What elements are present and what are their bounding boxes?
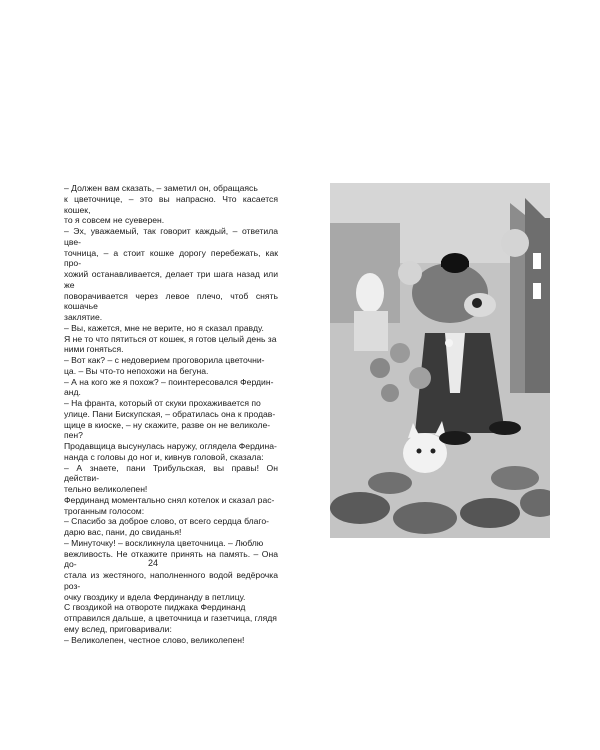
paragraph-9: Фердинанд моментально снял котелок и сказал рас- троганным голосом: [64,494,275,516]
paragraph-13: – Великолепен, честное слово, великолепен! [64,634,245,645]
paragraph-12: С гвоздикой на отвороте пиджака Фердинанд отправился дальше, а цветочница и газетчица, глядя ему вслед, приговаривали: [64,602,277,634]
paragraph-4: – Вот как? – с недоверием проговорила цветочни- ца. – Вы что-то непохожи на бегуна. [64,355,265,376]
illustration [330,183,550,538]
page-number: 24 [148,558,159,568]
paragraph-7: Продавщица высунулась наружу, оглядела Фердина- нанда с головы до ног и, кивнув головой, сказала: [64,441,277,462]
illustration-drawing [330,183,550,538]
text-column [64,183,278,645]
paragraph-6: – На франта, который от скуки прохаживается по улице. Пани Бискупская, – обратилась она к продав- щице в киоске, – ну скажите, разве он не великоле- пен? [64,398,276,441]
paragraph-5: – А на кого же я похож? – поинтересовался Фердин- анд. [64,376,274,398]
paragraph-1: – Должен вам сказать, – заметил он, обращаясь к цветочнице, – это вы напрасно. Что касается кошек, то я совсем не суеверен. [64,183,278,226]
paragraph-2: – Эх, уважаемый, так говорит каждый, – ответила цве- точница, – а стоит кошке дорогу перебежать, как про- хожий останавливается, делает три шага назад или же поворачивается через левое плечо, чтоб снять кошачье заклятие. [64,226,278,322]
paragraph-3: – Вы, кажется, мне не верите, но я сказал правду. Я не то что пятиться от кошек, я готов целый день за ними гоняться. [64,322,277,355]
paragraph-10: – Спасибо за доброе слово, от всего сердца благо- дарю вас, пани, до свиданья! [64,516,270,537]
paragraph-11: – Минуточку! – воскликнула цветочница. – Люблю вежливость. Не откажите принять на память. – Она до- стала из жестяного, наполненного водой ведёрочка роз- очку гвоздику и вдела Фердинанду в петлицу. [64,537,278,602]
paragraph-8: – А знаете, пани Трибульская, вы правы! Он действи- тельно великолепен! [64,462,278,494]
